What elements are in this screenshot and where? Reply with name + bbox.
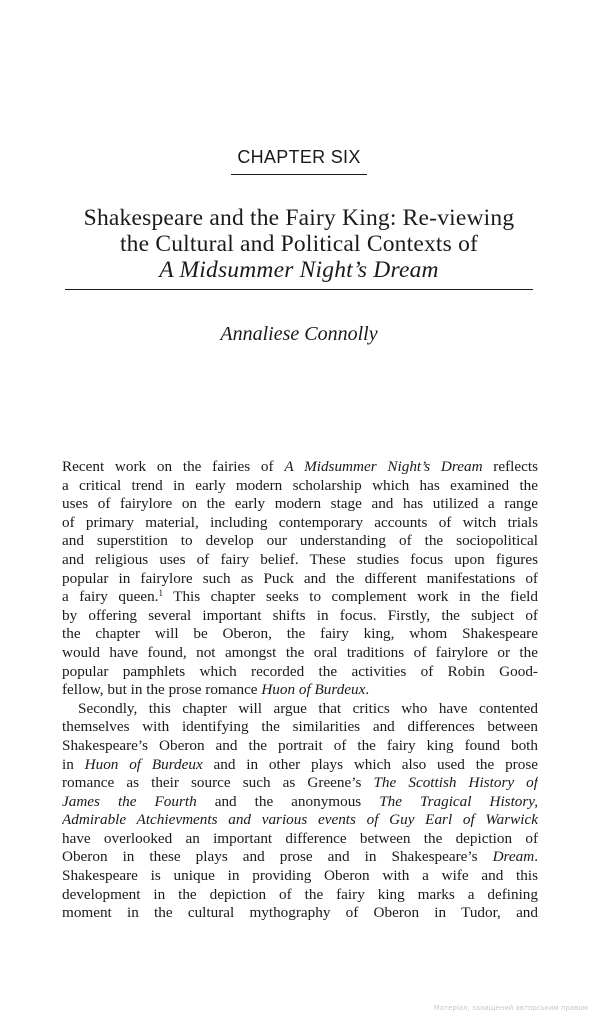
text-line: Shakespeare’s Oberon and the portrait of the fairy king found both (62, 736, 538, 754)
footnote-marker[interactable]: 1 (158, 588, 163, 599)
text-line: Shakespeare is unique in providing Oberon with a wife and this (62, 867, 538, 885)
text-line: themselves with identifying the similarities and differences between (62, 718, 538, 736)
text-line: moment in the cultural mythography of Oberon in Tudor, and (62, 904, 538, 922)
title-line-3: A Midsummer Night’s Dream (159, 257, 439, 283)
chapter-label: CHAPTER SIX (237, 147, 361, 167)
author-name: Annaliese Connolly (220, 323, 378, 345)
text-line: Secondly, this chapter will argue that critics who have contented (78, 699, 538, 717)
text-line: by offering several important shifts in focus. Firstly, the subject of (62, 606, 538, 624)
text-line: romance as their source such as Greene’s The Scottish History of (62, 774, 538, 792)
text-line: a fairy queen.$^1$ This chapter seeks to complement work in the field (62, 588, 538, 606)
body-paragraphs (62, 458, 538, 923)
text-line: in Huon of Burdeux and in other plays which also used the prose (62, 755, 538, 773)
text-line: Admirable Atchievments and various events of Guy Earl of Warwick (62, 811, 538, 829)
text-line: Recent work on the fairies of A Midsummer Night’s Dream reflects (62, 458, 538, 475)
chapter-title (40, 205, 558, 283)
chapter-underline (231, 174, 367, 175)
text-line: James the Fourth and the anonymous The Tragical History, (62, 792, 538, 810)
text-line: popular pamphlets which recorded the activities of Robin Good- (62, 662, 538, 680)
text-line: fellow, but in the prose romance Huon of Burdeux. (62, 681, 370, 699)
text-line: uses of fairylore on the early modern stage and has utilized a range (62, 495, 538, 513)
text-line: of primary material, including contemporary accounts of witch trials (62, 513, 538, 531)
text-line: would have found, not amongst the oral traditions of fairylore or the (62, 643, 538, 661)
text-line: popular in fairylore such as Puck and the different manifestations of (62, 569, 538, 587)
text-line: Oberon in these plays and prose and in Shakespeare’s Dream. (62, 848, 538, 866)
title-line-1: Shakespeare and the Fairy King: Re-viewing (83, 205, 515, 231)
text-line: and religious uses of fairy belief. These studies focus upon figures (62, 550, 538, 568)
title-divider (65, 289, 533, 290)
text-line: the chapter will be Oberon, the fairy king, whom Shakespeare (62, 625, 538, 643)
text-line: development in the depiction of the fairy king marks a defining (62, 885, 538, 903)
text-line: and superstition to develop our understanding of the sociopolitical (62, 532, 538, 550)
text-line: have overlooked an important difference between the depiction of (62, 829, 538, 847)
title-line-2: the Cultural and Political Contexts of (119, 231, 479, 257)
copyright-watermark: Матеріал, захищений авторським правом (433, 1004, 588, 1012)
text-line: a critical trend in early modern scholarship which has examined the (62, 476, 538, 494)
